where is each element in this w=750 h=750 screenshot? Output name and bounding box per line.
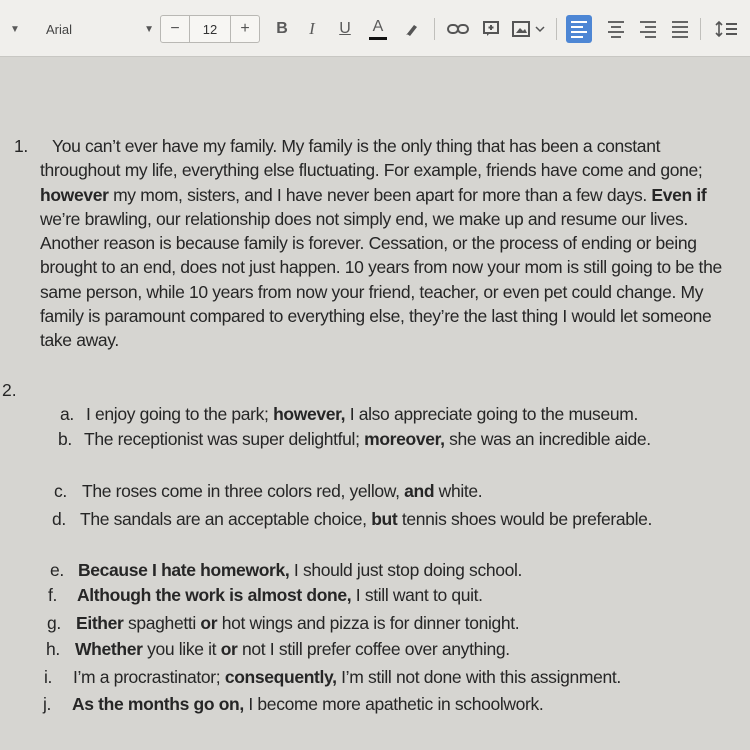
list-item-text	[80, 508, 670, 532]
list-item-label: d.	[52, 509, 66, 529]
bold-text: Either	[76, 613, 124, 633]
text-run: The sandals are an acceptable choice,	[80, 509, 372, 529]
list-item-label: c.	[54, 481, 67, 501]
text-color-letter: A	[372, 18, 384, 35]
toolbar-divider	[556, 18, 557, 40]
align-justify-icon	[672, 21, 688, 38]
text-run: spaghetti	[123, 613, 201, 633]
text-run: I’m still not done with this assignment.	[336, 667, 621, 687]
list-item-label: f.	[48, 585, 58, 605]
decrease-font-size-button[interactable]: −	[170, 20, 180, 37]
text-run: I’m a procrastinator;	[73, 667, 225, 687]
bold-text: however	[40, 184, 109, 205]
list-item-text	[78, 559, 738, 583]
bold-text: consequently,	[224, 667, 337, 687]
increase-font-size-button[interactable]: +	[240, 20, 250, 37]
formatting-toolbar	[0, 0, 750, 57]
list-item-text	[72, 693, 742, 717]
text-run: tennis shoes would be preferable.	[397, 509, 653, 529]
list-item-label: h.	[46, 639, 60, 659]
list-item-label: g.	[47, 613, 61, 633]
bold-text: but	[371, 509, 398, 529]
list-item-text	[76, 612, 736, 636]
text-run: I enjoy going to the park;	[86, 404, 274, 424]
text-run: I still want to quit.	[351, 585, 483, 605]
align-center-icon	[608, 21, 624, 38]
bold-text: and	[404, 481, 435, 501]
chevron-down-icon: ▼	[144, 23, 154, 35]
question-1	[14, 134, 734, 353]
list-item-text	[77, 584, 737, 608]
bold-text: Although the work is almost done,	[77, 585, 352, 605]
list-item-text	[73, 666, 743, 690]
toolbar-divider	[434, 18, 435, 40]
bold-text: or	[200, 613, 218, 633]
text-color-button[interactable]	[366, 14, 390, 44]
bold-text: Even if	[651, 184, 707, 205]
line-spacing-icon[interactable]	[712, 14, 742, 44]
text-run: my mom, sisters, and I have never been apart for more than a few days.	[108, 184, 652, 205]
bold-text: As the months go on,	[72, 694, 244, 714]
text-run: The receptionist was super delightful;	[84, 429, 365, 449]
insert-image-icon[interactable]	[510, 14, 548, 44]
add-comment-icon[interactable]	[478, 14, 504, 44]
bold-text: however,	[273, 404, 346, 424]
list-item-label: a.	[60, 404, 74, 424]
text-run: we’re brawling, our relationship does not simply end, we make up and resume our lives. Another reason is because family is forever. Cessation, or the process of ending or being brought to an end, does not just happen. 10 years from now your mom is still going to be the same person, while 10 years from now your friend, teacher, or even pet could change. My family is paramount compared to everything else, they’re the last thing I would let someone take away.	[40, 208, 722, 351]
text-run: white.	[434, 481, 483, 501]
list-item-text	[86, 403, 736, 427]
text-run: You can’t ever have my family. My family is the only thing that has been a constant throughout my life, everything else fluctuating. For example, friends have come and gone;	[40, 136, 703, 181]
menu-dropdown-caret[interactable]: ▼	[10, 23, 20, 35]
list-item-label: b.	[58, 429, 72, 449]
bold-text: or	[220, 639, 238, 659]
align-left-icon	[571, 21, 587, 38]
text-run: you like it	[142, 639, 221, 659]
text-run: I become more apathetic in schoolwork.	[243, 694, 544, 714]
highlight-pen-icon[interactable]	[402, 14, 422, 44]
list-item-text	[82, 480, 742, 504]
text-run: hot wings and pizza is for dinner tonight.	[217, 613, 520, 633]
text-run: not I still prefer coffee over anything.	[237, 639, 510, 659]
font-family-value: Arial	[46, 21, 73, 37]
text-run: she was an incredible aide.	[444, 429, 651, 449]
text-run: I should just stop doing school.	[289, 560, 523, 580]
toolbar-divider	[700, 18, 701, 40]
bold-button[interactable]: B	[276, 20, 288, 37]
text-run: I also appreciate going to the museum.	[345, 404, 638, 424]
question-2-number: 2.	[2, 380, 17, 400]
bold-text: Because I hate homework,	[78, 560, 290, 580]
text-run: The roses come in three colors red, yellow,	[82, 481, 405, 501]
italic-button[interactable]: I	[309, 19, 315, 38]
list-item-label: j.	[43, 694, 52, 714]
align-center-button[interactable]	[604, 14, 628, 44]
align-justify-button[interactable]	[668, 14, 692, 44]
list-item-label: i.	[44, 667, 53, 687]
align-left-button[interactable]	[566, 15, 592, 43]
link-icon[interactable]	[444, 14, 472, 44]
text-color-swatch	[369, 37, 387, 40]
font-size-input[interactable]: 12	[189, 16, 231, 42]
font-family-select[interactable]	[34, 14, 160, 44]
question-1-paragraph	[40, 134, 734, 353]
align-right-button[interactable]	[636, 14, 660, 44]
underline-button[interactable]: U	[339, 20, 351, 37]
list-number: 1.	[14, 136, 28, 156]
font-size-control	[160, 15, 260, 43]
list-item-label: e.	[50, 560, 64, 580]
bold-text: Whether	[75, 639, 143, 659]
list-item-text	[75, 638, 735, 662]
align-right-icon	[640, 21, 656, 38]
list-item-text	[84, 428, 704, 452]
bold-text: moreover,	[364, 429, 445, 449]
